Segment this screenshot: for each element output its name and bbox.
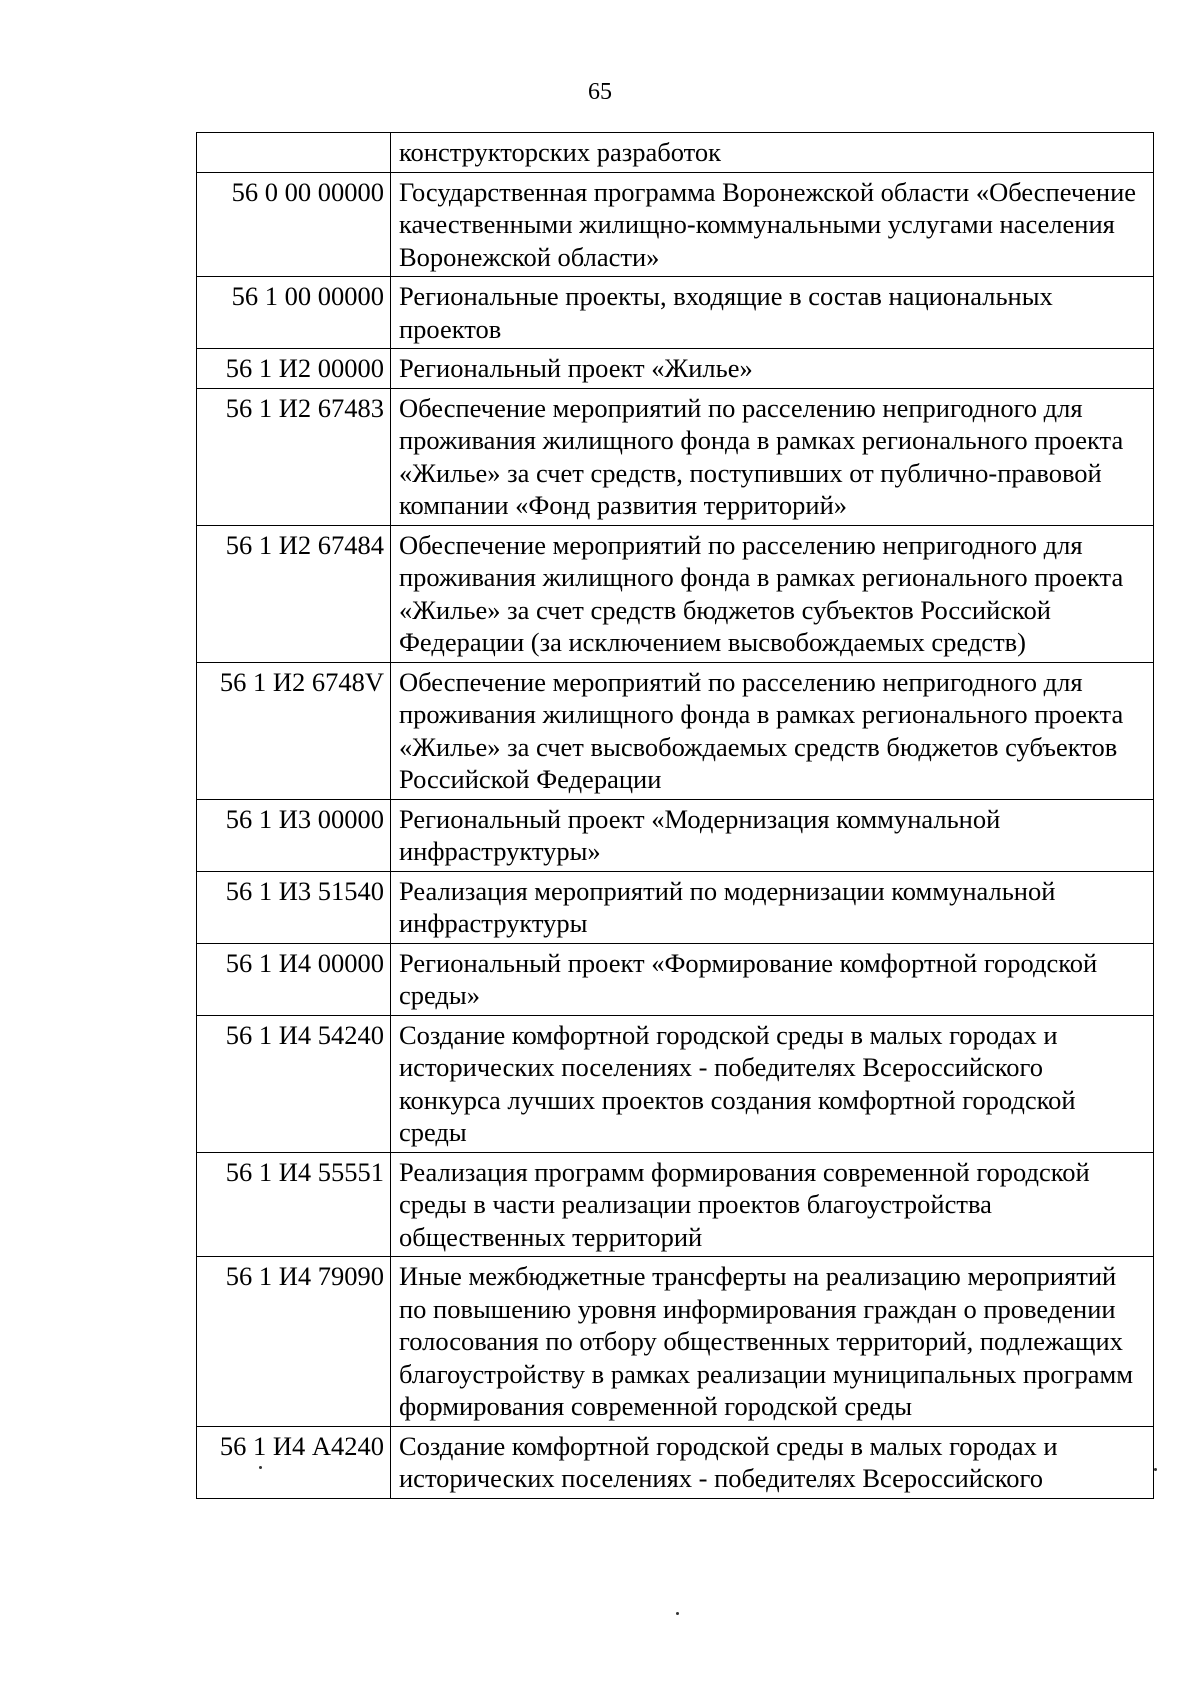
scan-speck [676, 1612, 679, 1615]
classification-code: 56 1 И2 6748V [197, 662, 391, 799]
classification-code: 56 1 И4 54240 [197, 1015, 391, 1152]
budget-classification-table [196, 132, 1154, 1499]
table-row [197, 133, 1154, 173]
table-row [197, 1015, 1154, 1152]
classification-code: 56 1 И4 79090 [197, 1257, 391, 1427]
table-row [197, 943, 1154, 1015]
scan-speck [1154, 1468, 1157, 1471]
table-row [197, 1152, 1154, 1257]
classification-code [197, 133, 391, 173]
classification-code: 56 0 00 00000 [197, 172, 391, 277]
classification-description: Создание комфортной городской среды в малых городах и исторических поселениях - победителях Всероссийского [391, 1426, 1154, 1498]
table-row [197, 349, 1154, 389]
classification-code: 56 1 И4 55551 [197, 1152, 391, 1257]
table-row [197, 799, 1154, 871]
classification-code: 56 1 И3 00000 [197, 799, 391, 871]
classification-description: Обеспечение мероприятий по расселению непригодного для проживания жилищного фонда в рамках регионального проекта «Жилье» за счет высвобождаемых средств бюджетов субъектов Российской Федерации [391, 662, 1154, 799]
classification-description: Обеспечение мероприятий по расселению непригодного для проживания жилищного фонда в рамках регионального проекта «Жилье» за счет средств бюджетов субъектов Российской Федерации (за исключением высвобождаемых средств) [391, 525, 1154, 662]
classification-description: Региональный проект «Формирование комфортной городской среды» [391, 943, 1154, 1015]
table-row [197, 662, 1154, 799]
classification-code: 56 1 00 00000 [197, 277, 391, 349]
table-row [197, 1426, 1154, 1498]
classification-code: 56 1 И3 51540 [197, 871, 391, 943]
classification-description: Иные межбюджетные трансферты на реализацию мероприятий по повышению уровня информирования граждан о проведении голосования по отбору общественных территорий, подлежащих благоустройству в рамках реализации муниципальных программ формирования современной городской среды [391, 1257, 1154, 1427]
page-number: 65 [588, 79, 612, 105]
classification-code: 56 1 И4 А4240 [197, 1426, 391, 1498]
classification-description: Обеспечение мероприятий по расселению непригодного для проживания жилищного фонда в рамках регионального проекта «Жилье» за счет средств, поступивших от публично-правовой компании «Фонд развития территорий» [391, 388, 1154, 525]
table-body [197, 133, 1154, 1499]
classification-code: 56 1 И4 00000 [197, 943, 391, 1015]
classification-code: 56 1 И2 00000 [197, 349, 391, 389]
table-row [197, 388, 1154, 525]
classification-description: Реализация программ формирования современной городской среды в части реализации проектов благоустройства общественных территорий [391, 1152, 1154, 1257]
scan-speck [259, 1466, 262, 1469]
table-row [197, 277, 1154, 349]
classification-description: Создание комфортной городской среды в малых городах и исторических поселениях - победителях Всероссийского конкурса лучших проектов создания комфортной городской среды [391, 1015, 1154, 1152]
classification-description: Региональный проект «Жилье» [391, 349, 1154, 389]
table-row [197, 871, 1154, 943]
table-row [197, 1257, 1154, 1427]
classification-description: Региональные проекты, входящие в состав национальных проектов [391, 277, 1154, 349]
classification-description: Реализация мероприятий по модернизации коммунальной инфраструктуры [391, 871, 1154, 943]
classification-code: 56 1 И2 67484 [197, 525, 391, 662]
classification-code: 56 1 И2 67483 [197, 388, 391, 525]
classification-description: конструкторских разработок [391, 133, 1154, 173]
table-row [197, 525, 1154, 662]
table-row [197, 172, 1154, 277]
classification-description: Региональный проект «Модернизация коммунальной инфраструктуры» [391, 799, 1154, 871]
classification-description: Государственная программа Воронежской области «Обеспечение качественными жилищно-коммунальными услугами населения Воронежской области» [391, 172, 1154, 277]
